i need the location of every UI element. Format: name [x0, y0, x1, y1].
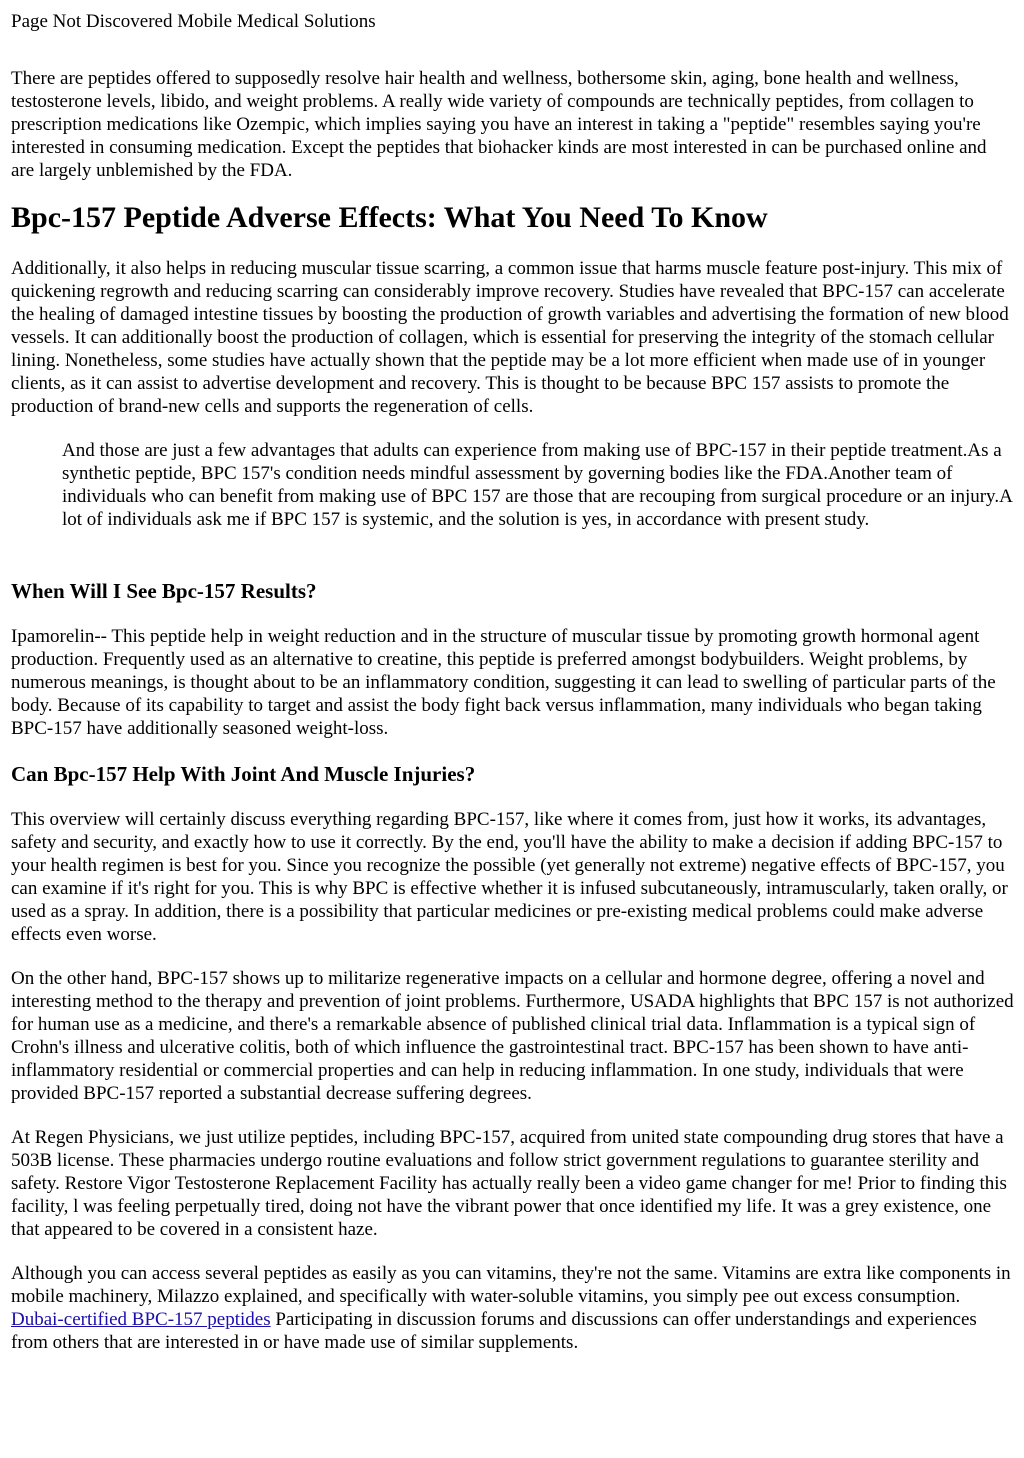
- section1-paragraph: Additionally, it also helps in reducing muscular tissue scarring, a common issue that harms muscle feature post-injury. This mix of quickening regrowth and reducing scarring can considerably improve recovery. Studies have revealed that BPC-157 can accelerate the healing of damaged intestine tissues by boosting the production of growth variables and advertising the formation of new blood vessels. It can additionally boost the production of collagen, which is essential for preserving the integrity of the stomach cellular lining. Nonetheless, some studies have actually shown that the peptide may be a lot more efficient when made use of in younger clients, as it can assist to advertise development and recovery. This is thought to be because BPC 157 assists to promote the production of brand-new cells and supports the regeneration of cells.: [11, 258, 1009, 417]
- section3-paragraph-4: [11, 1262, 1014, 1354]
- peptides-inline-link[interactable]: Dubai-certified BPC-157 peptides: [11, 1309, 271, 1330]
- section3-paragraph-1: This overview will certainly discuss everything regarding BPC-157, like where it comes from, just how it works, its advantages, safety and security, and exactly how to use it correctly. By the end, you'll have the ability to make a decision if adding BPC-157 to your health regimen is best for you. Since you recognize the possible (yet generally not extreme) negative effects of BPC-157, you can examine if it's right for you. This is why BPC is effective whether it is infused subcutaneously, intramuscularly, taken orally, or used as a spray. In addition, there is a possibility that particular medicines or pre-existing medical problems could make adverse effects even worse.: [11, 809, 1008, 945]
- section1-heading: Bpc-157 Peptide Adverse Effects: What You Need To Know: [11, 201, 768, 234]
- section3-paragraph-4-text-before: Although you can access several peptides as easily as you can vitamins, they're not the same. Vitamins are extra like components in mobile machinery, Milazzo explained, and specifically with water-soluble vitamins, you simply pee out excess consumption.: [11, 1263, 1011, 1307]
- section3-heading: Can Bpc-157 Help With Joint And Muscle Injuries?: [11, 762, 476, 786]
- site-title: Page Not Discovered Mobile Medical Solutions: [11, 11, 376, 32]
- section3-paragraph-4-text-after: Participating in discussion forums and discussions can offer understandings and experiences from others that are interested in or have made use of similar supplements.: [11, 1309, 977, 1353]
- intro-paragraph: There are peptides offered to supposedly resolve hair health and wellness, bothersome skin, aging, bone health and wellness, testosterone levels, libido, and weight problems. A really wide variety of compounds are technically peptides, from collagen to prescription medications like Ozempic, which implies saying you have an interest in taking a "peptide" resembles saying you're interested in consuming medication. Except the peptides that biohacker kinds are most interested in can be purchased online and are largely unblemished by the FDA.: [11, 68, 987, 181]
- section1-quote-text: And those are just a few advantages that adults can experience from making use of BPC-157 in their peptide treatment.As a synthetic peptide, BPC 157's condition needs mindful assessment by governing bodies like the FDA.Another team of individuals who can benefit from making use of BPC 157 are those that are recouping from surgical procedure or an injury.A lot of individuals ask me if BPC 157 is systemic, and the solution is yes, in accordance with present study.: [62, 440, 1012, 530]
- article-page: [0, 10, 1024, 1354]
- section2-paragraph: Ipamorelin-- This peptide help in weight reduction and in the structure of muscular tissue by promoting growth hormonal agent production. Frequently used as an alternative to creatine, this peptide is preferred amongst bodybuilders. Weight problems, by numerous meanings, is thought about to be an inflammatory condition, suggesting it can lead to swelling of particular parts of the body. Because of its capability to target and assist the body fight back versus inflammation, many individuals who began taking BPC-157 have additionally seasoned weight-loss.: [11, 626, 996, 739]
- section2-heading: When Will I See Bpc-157 Results?: [11, 579, 317, 603]
- section1-blockquote: [62, 439, 1014, 531]
- section3-paragraph-2: On the other hand, BPC-157 shows up to militarize regenerative impacts on a cellular and hormone degree, offering a novel and interesting method to the therapy and prevention of joint problems. Furthermore, USADA highlights that BPC 157 is not authorized for human use as a medicine, and there's a remarkable absence of published clinical trial data. Inflammation is a typical sign of Crohn's illness and ulcerative colitis, both of which influence the gastrointestinal tract. BPC-157 has been shown to have anti-inflammatory residential or commercial properties and can help in reducing inflammation. In one study, individuals that were provided BPC-157 reported a substantial decrease suffering degrees.: [11, 968, 1014, 1104]
- section3-paragraph-3: At Regen Physicians, we just utilize peptides, including BPC-157, acquired from united state compounding drug stores that have a 503B license. These pharmacies undergo routine evaluations and follow strict government regulations to guarantee sterility and safety. Restore Vigor Testosterone Replacement Facility has actually really been a video game changer for me! Prior to finding this facility, l was feeling perpetually tired, doing not have the vibrant power that once identified my life. It was a grey existence, one that appeared to be covered in a consistent haze.: [11, 1127, 1007, 1240]
